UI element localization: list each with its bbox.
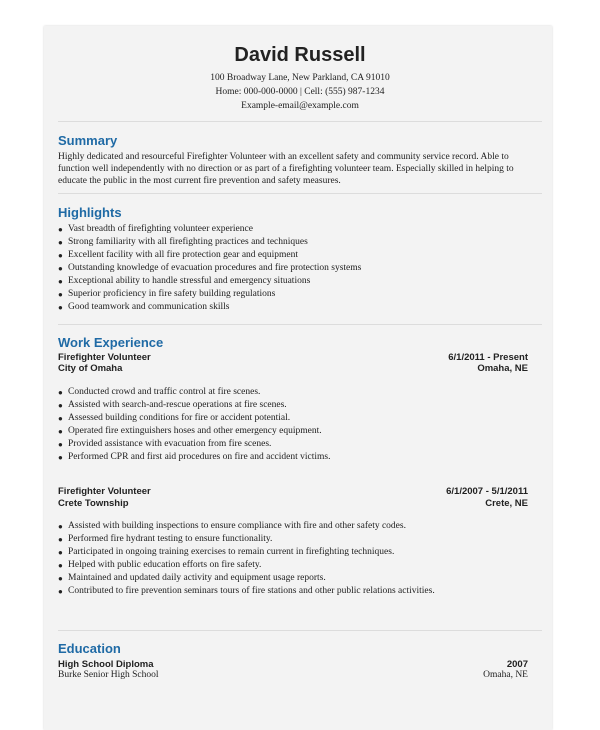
list-item xyxy=(58,301,361,314)
duty-text: Helped with public education efforts on fire safety. xyxy=(68,560,262,570)
contact-address: 100 Broadway Lane, New Parkland, CA 91010 xyxy=(210,73,390,83)
bullet-icon: ● xyxy=(58,427,63,436)
education-heading: Education xyxy=(58,641,121,656)
duty-text: Participated in ongoing training exercises to remain current in firefighting techniques. xyxy=(68,547,395,557)
highlight-text: Excellent facility with all fire protection gear and equipment xyxy=(68,250,299,260)
job-title: Firefighter Volunteer xyxy=(58,352,151,363)
experience-divider xyxy=(58,630,542,631)
bullet-icon: ● xyxy=(58,277,63,286)
highlight-text: Good teamwork and communication skills xyxy=(68,302,230,312)
list-item xyxy=(58,425,331,438)
list-item xyxy=(58,559,435,572)
bullet-icon: ● xyxy=(58,453,63,462)
list-item xyxy=(58,223,361,236)
resume-page xyxy=(44,26,552,730)
experience-heading: Work Experience xyxy=(58,335,164,350)
duty-text: Provided assistance with evacuation from fire scenes. xyxy=(68,439,272,449)
bullet-icon: ● xyxy=(58,440,63,449)
job-location: Omaha, NE xyxy=(477,363,528,374)
list-item xyxy=(58,386,331,399)
job-duties-list xyxy=(58,520,435,598)
list-item xyxy=(58,438,331,451)
bullet-icon: ● xyxy=(58,303,63,312)
list-item xyxy=(58,262,361,275)
highlights-divider xyxy=(58,324,542,325)
job-dates: 6/1/2007 - 5/1/2011 xyxy=(446,486,528,497)
bullet-icon: ● xyxy=(58,290,63,299)
highlight-text: Outstanding knowledge of evacuation procedures and fire protection systems xyxy=(68,263,362,273)
bullet-icon: ● xyxy=(58,225,63,234)
duty-text: Contributed to fire prevention seminars tours of fire stations and other public relations activities. xyxy=(68,586,435,596)
list-item xyxy=(58,585,435,598)
bullet-icon: ● xyxy=(58,401,63,410)
bullet-icon: ● xyxy=(58,535,63,544)
bullet-icon: ● xyxy=(58,574,63,583)
highlight-text: Exceptional ability to handle stressful and emergency situations xyxy=(68,276,311,286)
bullet-icon: ● xyxy=(58,251,63,260)
bullet-icon: ● xyxy=(58,587,63,596)
highlight-text: Strong familiarity with all firefighting practices and techniques xyxy=(68,237,308,247)
list-item xyxy=(58,520,435,533)
header-divider xyxy=(58,121,542,122)
duty-text: Assessed building conditions for fire or accident potential. xyxy=(68,413,291,423)
list-item xyxy=(58,236,361,249)
candidate-name: David Russell xyxy=(234,44,366,66)
list-item xyxy=(58,288,361,301)
list-item xyxy=(58,399,331,412)
education-location: Omaha, NE xyxy=(483,670,528,680)
education-degree: High School Diploma xyxy=(58,659,154,670)
duty-text: Performed fire hydrant testing to ensure functionality. xyxy=(68,534,273,544)
job-duties-list xyxy=(58,386,331,464)
highlights-heading: Highlights xyxy=(58,205,122,220)
bullet-icon: ● xyxy=(58,414,63,423)
duty-text: Assisted with building inspections to ensure compliance with fire and other safety codes. xyxy=(68,521,406,531)
list-item xyxy=(58,249,361,262)
list-item xyxy=(58,412,331,425)
summary-divider xyxy=(58,193,542,194)
bullet-icon: ● xyxy=(58,548,63,557)
highlights-list xyxy=(58,223,361,314)
job-title: Firefighter Volunteer xyxy=(58,486,151,497)
job-dates: 6/1/2011 - Present xyxy=(448,352,528,363)
highlight-text: Vast breadth of firefighting volunteer experience xyxy=(68,224,253,234)
duty-text: Performed CPR and first aid procedures on fire and accident victims. xyxy=(68,452,331,462)
job-organization: Crete Township xyxy=(58,498,129,509)
bullet-icon: ● xyxy=(58,522,63,531)
education-year: 2007 xyxy=(506,659,528,670)
summary-text: Highly dedicated and resourceful Firefighter Volunteer with an excellent safety and community service record. Able to function well independently with no direction or as part of a firefighting volunteer team. Especially skilled in helping to educate the public in the most current fire prevention and safety measures. xyxy=(58,152,514,187)
education-school: Burke Senior High School xyxy=(58,670,159,680)
highlight-text: Superior proficiency in fire safety building regulations xyxy=(68,289,276,299)
contact-phones: Home: 000-000-0000 | Cell: (555) 987-1234 xyxy=(215,87,385,97)
duty-text: Conducted crowd and traffic control at fire scenes. xyxy=(68,387,261,397)
bullet-icon: ● xyxy=(58,561,63,570)
bullet-icon: ● xyxy=(58,388,63,397)
duty-text: Assisted with search-and-rescue operations at fire scenes. xyxy=(68,400,287,410)
list-item xyxy=(58,572,435,585)
list-item xyxy=(58,451,331,464)
list-item xyxy=(58,275,361,288)
duty-text: Maintained and updated daily activity and equipment usage reports. xyxy=(68,573,326,583)
list-item xyxy=(58,546,435,559)
duty-text: Operated fire extinguishers hoses and other emergency equipment. xyxy=(68,426,322,436)
contact-email: Example-email@example.com xyxy=(241,101,359,111)
bullet-icon: ● xyxy=(58,264,63,273)
bullet-icon: ● xyxy=(58,238,63,247)
job-organization: City of Omaha xyxy=(58,363,123,374)
summary-heading: Summary xyxy=(58,133,118,148)
job-location: Crete, NE xyxy=(485,498,528,509)
list-item xyxy=(58,533,435,546)
